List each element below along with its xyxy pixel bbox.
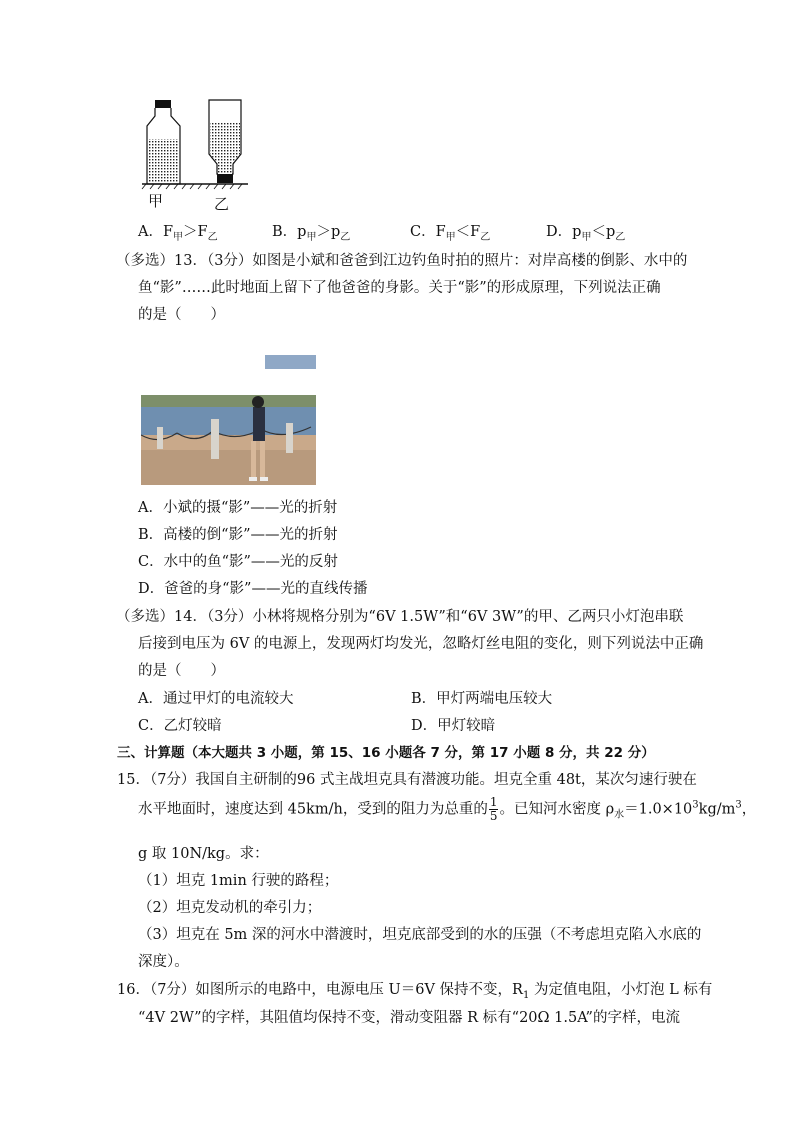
fraction-one-fifth: $\frac{1}{5}$ <box>489 795 498 823</box>
q14-stem-line2: 后接到电压为 6V 的电源上，发现两灯均发光，忽略灯丝电阻的变化，则下列说法中正确 <box>138 636 704 652</box>
riverside-photo <box>141 355 316 485</box>
q16-stem-line2: “4V 2W”的字样，其阻值均保持不变，滑动变阻器 R 标有“20Ω 1.5A”的字样，电流 <box>138 1010 680 1026</box>
q14-stem-line1: （多选）14．（3分）小林将规格分别为“6V 1.5W”和“6V 3W”的甲、乙两只小灯泡串联 <box>116 609 684 625</box>
q15-sub1: （1）坦克 1min 行驶的路程； <box>138 873 339 889</box>
q13-stem-line1: （多选）13．（3分）如图是小斌和爸爸到江边钓鱼时拍的照片：对岸高楼的倒影、水中的 <box>116 253 688 269</box>
q14-option-c: C．乙灯较暗 <box>138 718 222 734</box>
q13-option-d: D．爸爸的身“影”——光的直线传播 <box>138 581 368 597</box>
q14-option-b: B．甲灯两端电压较大 <box>411 691 553 707</box>
q12-option-a: A．$F_甲>F_乙$ <box>138 224 218 243</box>
q14-option-a: A．通过甲灯的电流较大 <box>138 691 294 707</box>
q13-option-b: B．高楼的倒“影”——光的折射 <box>138 527 338 543</box>
q13-option-a: A．小斌的摄“影”——光的折射 <box>138 500 338 516</box>
q15-sub2: （2）坦克发动机的牵引力； <box>138 900 322 916</box>
q12-option-d: D．$p_甲<p_乙$ <box>546 224 626 243</box>
figure-label-jia: 甲 <box>148 192 164 210</box>
q13-stem-line2: 鱼“影”……此时地面上留下了他爸爸的身影。关于“影”的形成原理，下列说法正确 <box>138 280 661 296</box>
figure-label-yi: 乙 <box>214 195 230 213</box>
section-title: 三、计算题（本大题共 3 小题，第 15、16 小题各 7 分，第 17 小题 8 分，共 22 分） <box>117 745 655 761</box>
q13-option-c: C．水中的鱼“影”——光的反射 <box>138 554 338 570</box>
q15-stem-line1: 15．（7分）我国自主研制的96 式主战坦克具有潜渡功能。坦克全重 48t，某次匀速行驶在 <box>117 772 697 788</box>
q15-sub3-line1: （3）坦克在 5m 深的河水中潜渡时，坦克底部受到的水的压强（不考虑坦克陷入水底的 <box>138 927 702 943</box>
q16-stem-line1: 16．（7分）如图所示的电路中，电源电压 U＝6V 保持不变，$R_1$ 为定值电阻，小灯泡 L 标有 <box>117 982 713 1001</box>
q14-stem-line3: 的是（ ） <box>138 663 225 679</box>
q15-stem-line3: g 取 10N/kg。求： <box>138 846 269 862</box>
q13-stem-line3: 的是（ ） <box>138 307 225 323</box>
q15-stem-line2: 水平地面时，速度达到 45km/h，受到的阻力为总重的 $\frac{1}{5}$ 。已知河水密度 $\rho_水=1.0\times 10^3kg/m^3$， <box>138 795 757 823</box>
q15-sub3-line2: 深度）。 <box>138 954 189 970</box>
q14-option-d: D．甲灯较暗 <box>411 718 496 734</box>
q12-option-c: C．$F_甲<F_乙$ <box>410 224 491 243</box>
q12-option-b: B．$p_甲>p_乙$ <box>272 224 351 243</box>
